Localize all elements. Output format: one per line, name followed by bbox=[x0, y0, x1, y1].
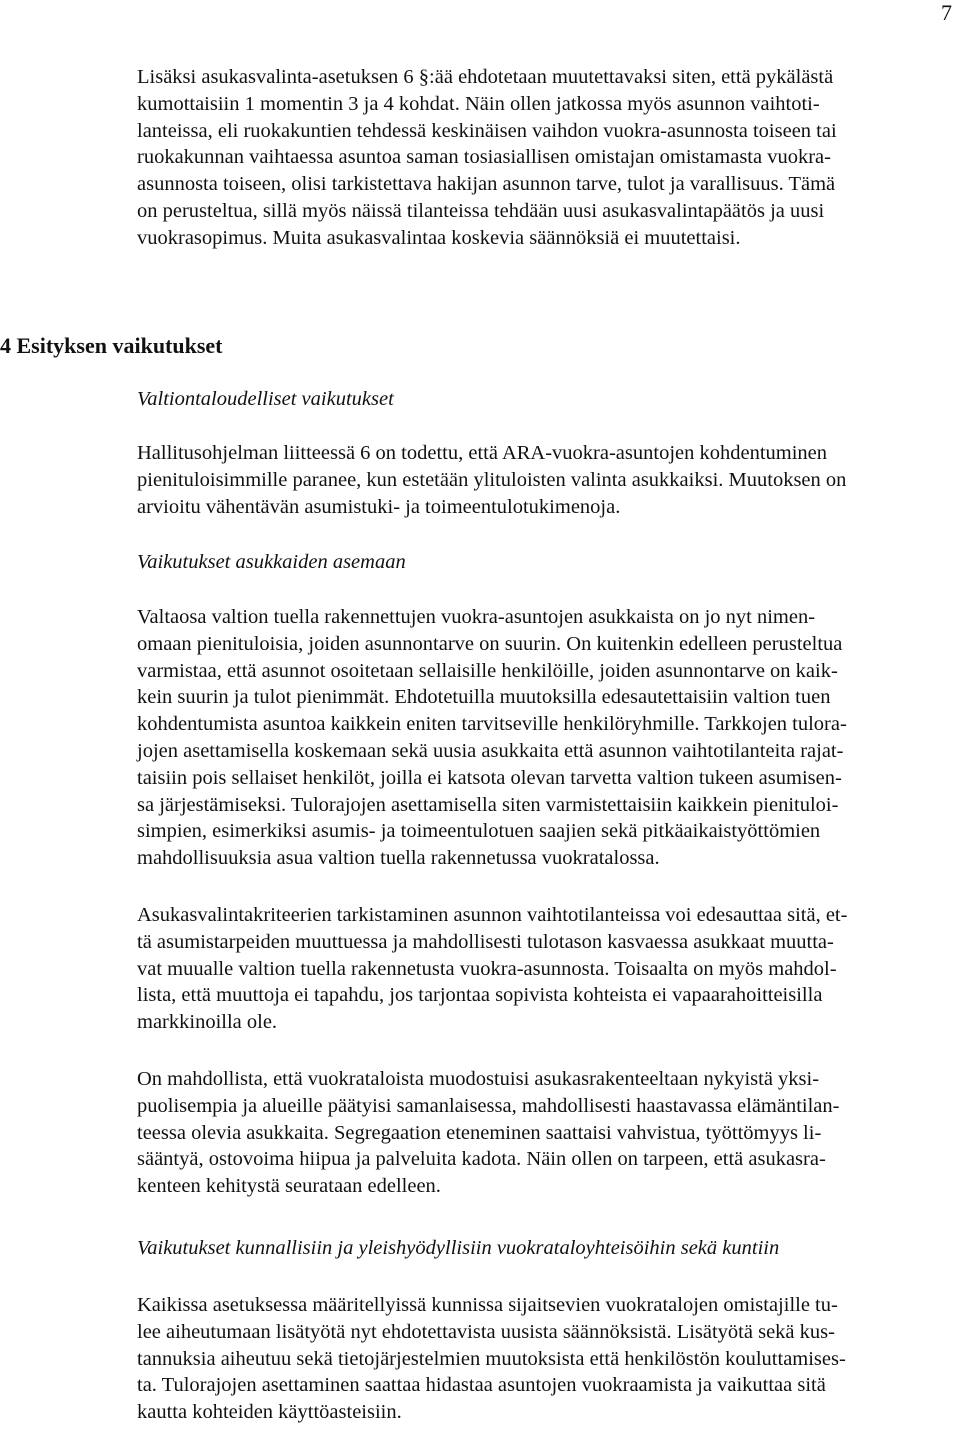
text-line: teessa olevia asukkaita. Segregaation eteneminen saattaisi vahvistua, työttömyys li- bbox=[137, 1121, 822, 1144]
text-line: ruokakunnan vaihtaessa asuntoa saman tosiasiallisen omistajan omistamasta vuokra- bbox=[137, 146, 831, 169]
municipal-paragraph bbox=[137, 1292, 955, 1426]
text-line: taisiin pois sellaiset henkilöt, joilla ei katsota olevan tarvetta valtion tukeen asumisen- bbox=[137, 766, 842, 789]
text-line: kumottaisiin 1 momentin 3 ja 4 kohdat. Näin ollen jatkossa myös asunnon vaihtoti- bbox=[137, 92, 820, 115]
text-line: kautta kohteiden käyttöasteisiin. bbox=[137, 1401, 402, 1424]
text-line: asunnosta toiseen, olisi tarkistettava hakijan asunnon tarve, tulot ja varallisuus. Tämä bbox=[137, 173, 836, 196]
text-line: Hallitusohjelman liitteessä 6 on todettu, että ARA-vuokra-asuntojen kohdentuminen bbox=[137, 442, 828, 464]
residents-paragraph-3 bbox=[137, 1066, 955, 1200]
text-line: kein suurin ja tulot pienimmät. Ehdotetuilla muutoksilla edesautettaisiin valtion tuen bbox=[137, 686, 831, 709]
text-line: vat muualle valtion tuella rakennetusta vuokra-asunnosta. Toisaalta on myös mahdol- bbox=[137, 957, 837, 980]
text-line: kenteen kehitystä seurataan edelleen. bbox=[137, 1175, 441, 1198]
text-line: Kaikissa asetuksessa määritellyissä kunnissa sijaitsevien vuokratalojen omistajille tu- bbox=[137, 1294, 838, 1316]
text-line: mahdollisuuksia asua valtion tuella rakennetussa vuokratalossa. bbox=[137, 847, 660, 870]
text-line: markkinoilla ole. bbox=[137, 1011, 278, 1034]
text-line: on perusteltua, sillä myös näissä tilanteissa tehdään uusi asukasvalintapäätös ja uusi bbox=[137, 199, 825, 222]
text-line: Asukasvalintakriteerien tarkistaminen asunnon vaihtotilanteissa voi edesauttaa sitä, et- bbox=[137, 904, 848, 926]
residents-paragraph-2 bbox=[137, 902, 955, 1036]
subsection-title-fiscal: Valtiontaloudelliset vaikutukset bbox=[137, 388, 394, 410]
text-line: vuokrasopimus. Muita asukasvalintaa koskevia säännöksiä ei muutettaisi. bbox=[137, 226, 741, 249]
subsection-title-municipal: Vaikutukset kunnallisiin ja yleishyödyllisiin vuokrataloyhteisöihin sekä kuntiin bbox=[137, 1237, 780, 1259]
text-line: lista, että muuttoja ei tapahdu, jos tarjontaa sopivista kohteista ei vapaarahoitteisilla bbox=[137, 984, 823, 1007]
text-line: On mahdollista, että vuokrataloista muodostuisi asukasrakenteeltaan nykyistä yksi- bbox=[137, 1068, 820, 1090]
text-line: arvioitu vähentävän asumistuki- ja toimeentulotukimenoja. bbox=[137, 495, 621, 518]
section-heading: 4 Esityksen vaikutukset bbox=[0, 333, 223, 358]
text-line: sääntyä, ostovoima hiipua ja palveluita kadota. Näin ollen on tarpeen, että asukasra- bbox=[137, 1148, 826, 1171]
text-line: lanteissa, eli ruokakuntien tehdessä keskinäisen vaihdon vuokra-asunnosta toiseen tai bbox=[137, 119, 837, 142]
text-line: kohdentumista asuntoa kaikkein eniten tarvitseville henkilöryhmille. Tarkkojen tulora- bbox=[137, 713, 847, 736]
text-line: puolisempia ja alueille päätyisi samanlaisessa, mahdollisesti haastavassa elämäntilan- bbox=[137, 1094, 840, 1117]
residents-paragraph-1 bbox=[137, 604, 955, 872]
text-line: sa järjestämiseksi. Tulorajojen asettamisella siten varmistettaisiin kaikkein pienituloi- bbox=[137, 793, 839, 816]
text-line: Lisäksi asukasvalinta-asetuksen 6 §:ää ehdotetaan muutettavaksi siten, että pykälästä bbox=[137, 66, 834, 88]
text-line: tä asumistarpeiden muuttuessa ja mahdollisesti tulotason kasvaessa asukkaat muutta- bbox=[137, 930, 834, 953]
text-line: simpien, esimerkiksi asumis- ja toimeentulotuen saajien sekä pitkäaikaistyöttömien bbox=[137, 820, 821, 843]
text-line: ta. Tulorajojen asettaminen saattaa hidastaa asuntojen vuokraamista ja vaikuttaa sitä bbox=[137, 1374, 826, 1397]
text-line: tannuksia aiheutuu sekä tietojärjestelmien muutoksista että henkilöstön kouluttamises- bbox=[137, 1347, 846, 1370]
page-number: 7 bbox=[941, 0, 952, 25]
fiscal-paragraph bbox=[137, 440, 955, 520]
text-line: Valtaosa valtion tuella rakennettujen vuokra-asuntojen asukkaista on jo nyt nimen- bbox=[137, 606, 816, 628]
intro-paragraph bbox=[137, 64, 955, 252]
text-line: varmistaa, että asunnot osoitetaan sellaisille henkilöille, joiden asunnontarve on kaik- bbox=[137, 659, 838, 682]
text-line: lee aiheutumaan lisätyötä nyt ehdotettavista uusista säännöksistä. Lisätyötä sekä kus- bbox=[137, 1320, 835, 1343]
subsection-title-residents: Vaikutukset asukkaiden asemaan bbox=[137, 551, 406, 573]
text-line: pienituloisimmille paranee, kun estetään ylituloisten valinta asukkaiksi. Muutoksen on bbox=[137, 468, 847, 491]
text-line: jojen asettamisella koskemaan sekä uusia asukkaita että asunnon vaihtotilanteita rajat- bbox=[137, 739, 844, 762]
text-line: omaan pienituloisia, joiden asunnontarve on suurin. On kuitenkin edelleen perusteltua bbox=[137, 632, 843, 655]
